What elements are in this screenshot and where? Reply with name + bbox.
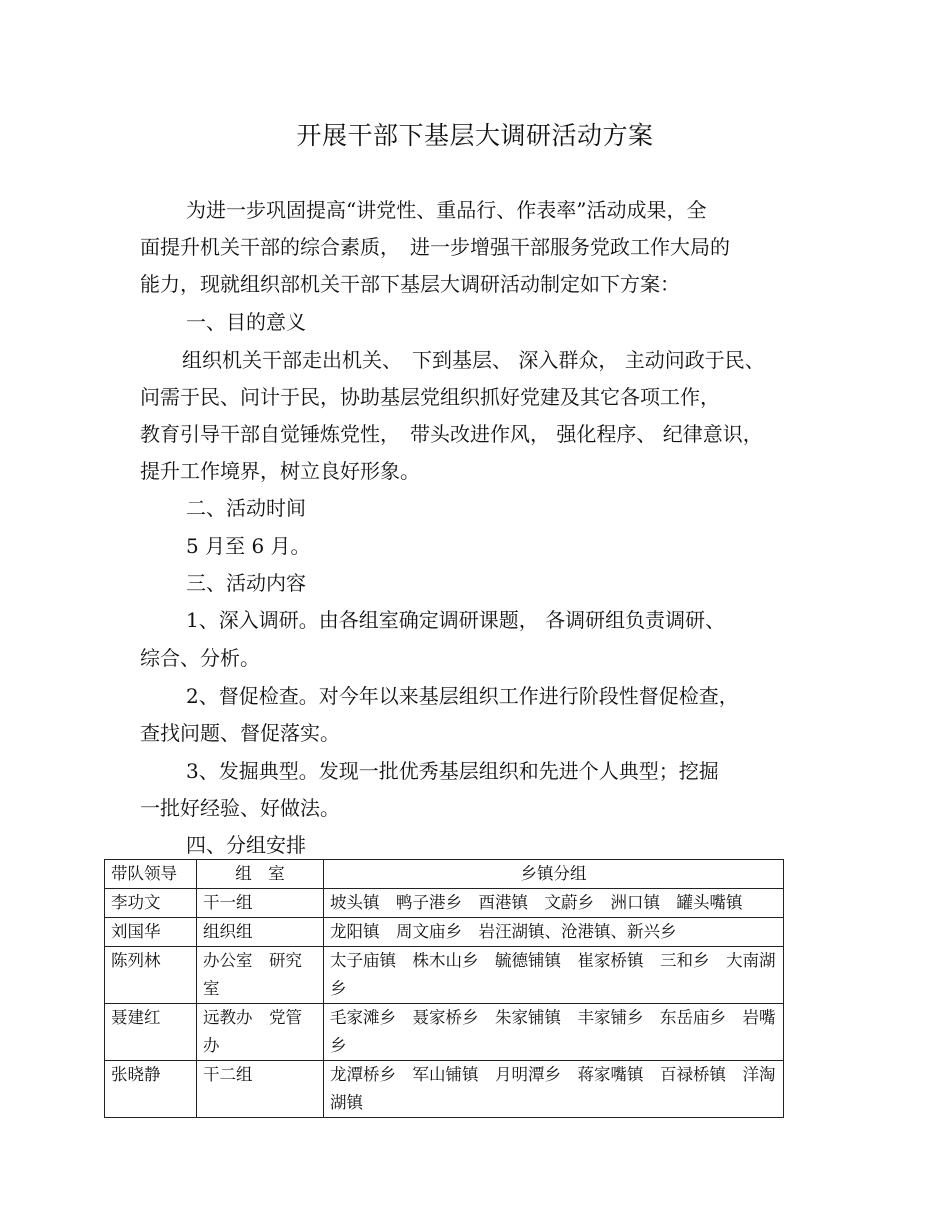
paragraph-line: 1、深入调研。由各组室确定调研课题， 各调研组负责调研、 bbox=[186, 608, 726, 632]
section-heading: 一、目的意义 bbox=[186, 310, 306, 334]
paragraph-line: 组织机关干部走出机关、 下到基层、 深入群众， 主动问政于民、 bbox=[182, 348, 765, 372]
cell-office: 组织组 bbox=[197, 918, 324, 947]
table-row bbox=[105, 1004, 784, 1061]
cell-office: 干二组 bbox=[197, 1061, 324, 1118]
paragraph-line: 综合、分析。 bbox=[140, 646, 260, 670]
table-row bbox=[105, 918, 784, 947]
cell-leader: 聂建红 bbox=[105, 1004, 197, 1061]
cell-towns: 坡头镇 鸭子港乡 酉港镇 文蔚乡 洲口镇 罐头嘴镇 bbox=[324, 889, 784, 918]
table-header-row bbox=[105, 860, 784, 889]
cell-towns: 龙潭桥乡 军山铺镇 月明潭乡 蒋家嘴镇 百禄桥镇 洋淘湖镇 bbox=[324, 1061, 784, 1118]
cell-office: 干一组 bbox=[197, 889, 324, 918]
group-table bbox=[104, 859, 784, 1118]
paragraph-line: 教育引导干部自觉锤炼党性， 带头改进作风， 强化程序、 纪律意识， bbox=[140, 422, 763, 446]
cell-office: 远教办 党管办 bbox=[197, 1004, 324, 1061]
paragraph-line: 提升工作境界，树立良好形象。 bbox=[140, 459, 420, 483]
section-heading: 二、活动时间 bbox=[186, 496, 306, 520]
header-towns: 乡镇分组 bbox=[324, 860, 784, 889]
table-row bbox=[105, 947, 784, 1004]
paragraph-line: 为进一步巩固提高“讲党性、重品行、作表率”活动成果，全 bbox=[186, 198, 707, 222]
table-row bbox=[105, 889, 784, 918]
cell-office: 办公室 研究室 bbox=[197, 947, 324, 1004]
page-title: 开展干部下基层大调研活动方案 bbox=[296, 121, 654, 150]
paragraph-line: 面提升机关干部的综合素质， 进一步增强干部服务党政工作大局的 bbox=[140, 235, 730, 259]
cell-leader: 李功文 bbox=[105, 889, 197, 918]
section-heading: 三、活动内容 bbox=[186, 571, 306, 595]
cell-towns: 龙阳镇 周文庙乡 岩汪湖镇、沧港镇、新兴乡 bbox=[324, 918, 784, 947]
paragraph-line: 5 月至 6 月。 bbox=[186, 534, 311, 558]
header-office: 组 室 bbox=[197, 860, 324, 889]
paragraph-line: 问需于民、问计于民，协助基层党组织抓好党建及其它各项工作， bbox=[140, 385, 720, 409]
cell-leader: 陈列林 bbox=[105, 947, 197, 1004]
header-leader: 带队领导 bbox=[105, 860, 197, 889]
paragraph-line: 3、发掘典型。发现一批优秀基层组织和先进个人典型；挖掘 bbox=[186, 759, 719, 783]
paragraph-line: 2、督促检查。对今年以来基层组织工作进行阶段性督促检查， bbox=[186, 684, 739, 708]
section-heading: 四、分组安排 bbox=[186, 833, 306, 857]
cell-towns: 太子庙镇 株木山乡 毓德铺镇 崔家桥镇 三和乡 大南湖乡 bbox=[324, 947, 784, 1004]
paragraph-line: 能力，现就组织部机关干部下基层大调研活动制定如下方案： bbox=[140, 272, 680, 296]
cell-leader: 张晓静 bbox=[105, 1061, 197, 1118]
cell-leader: 刘国华 bbox=[105, 918, 197, 947]
paragraph-line: 一批好经验、好做法。 bbox=[140, 796, 340, 820]
cell-towns: 毛家滩乡 聂家桥乡 朱家铺镇 丰家铺乡 东岳庙乡 岩嘴乡 bbox=[324, 1004, 784, 1061]
table-row bbox=[105, 1061, 784, 1118]
paragraph-line: 查找问题、督促落实。 bbox=[140, 721, 340, 745]
